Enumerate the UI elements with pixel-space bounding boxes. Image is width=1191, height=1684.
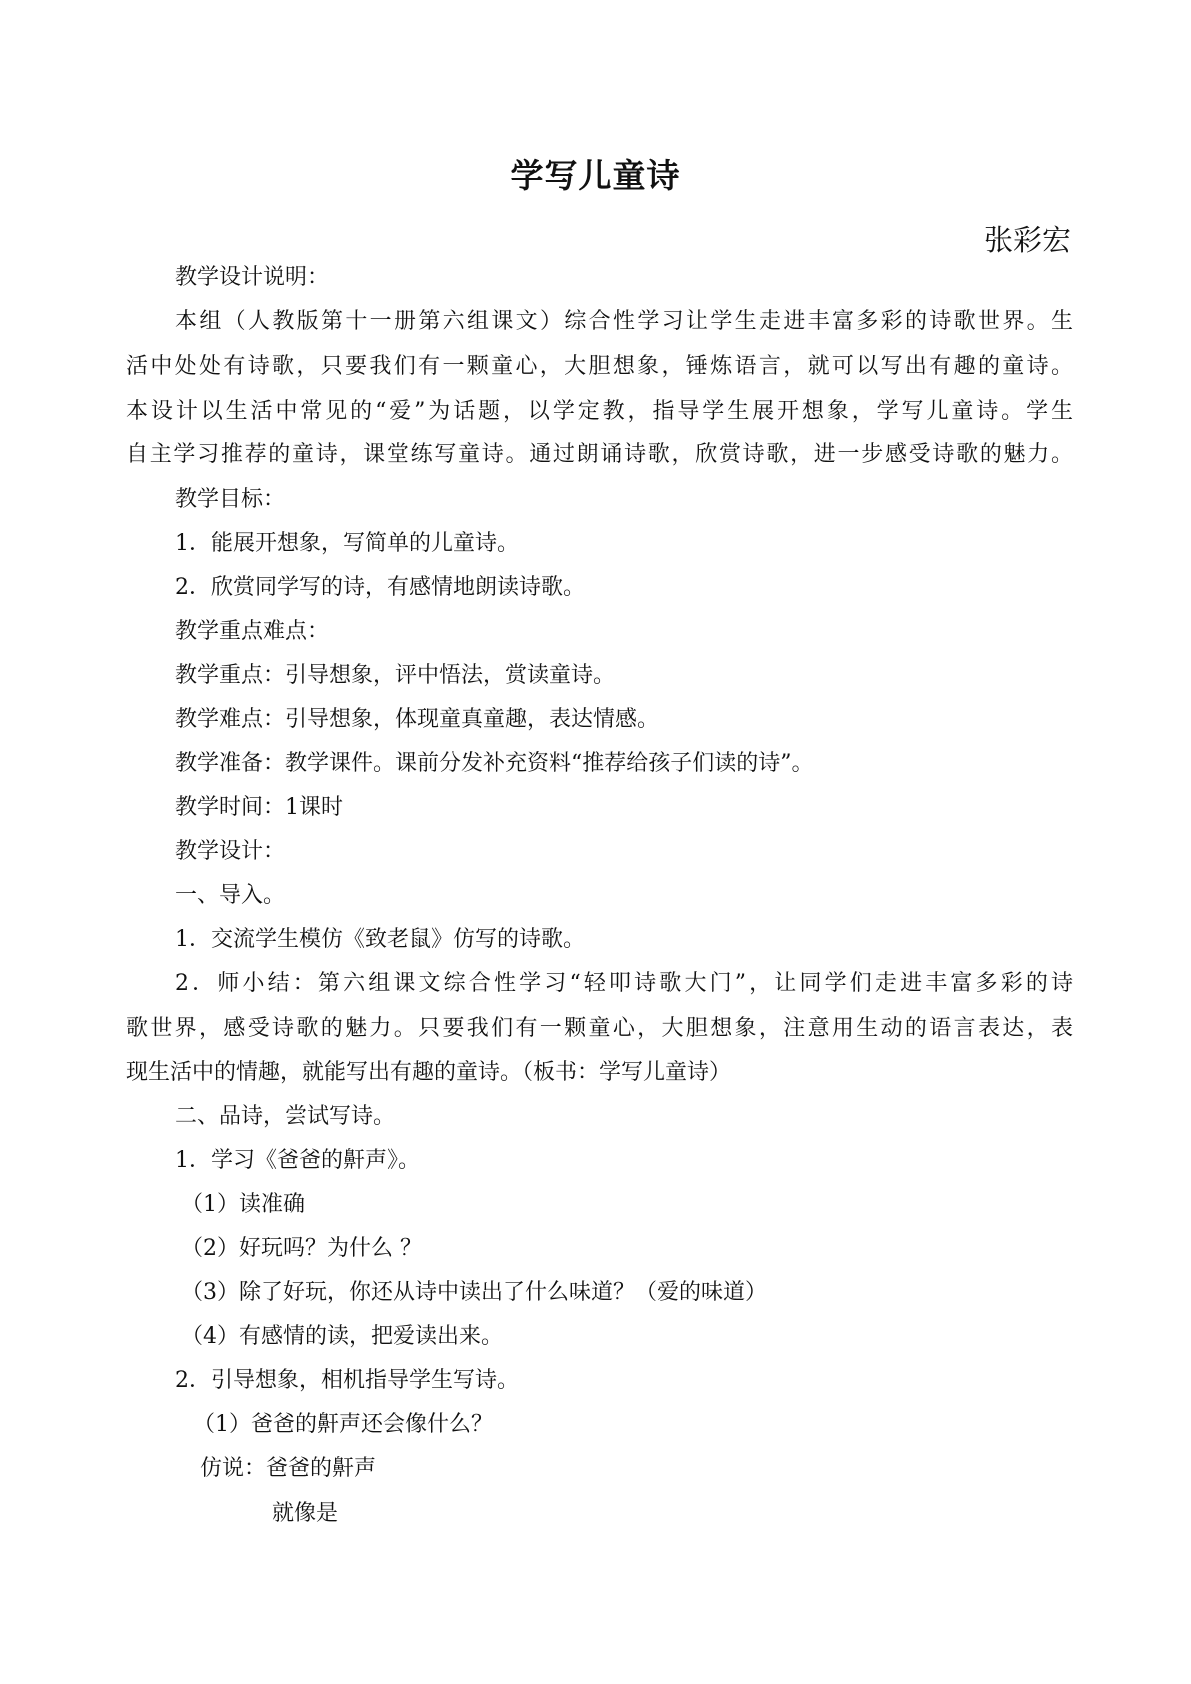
paragraph-line: 仿说：爸爸的鼾声	[200, 1456, 377, 1481]
paragraph-line: 教学设计说明：	[175, 265, 330, 290]
paragraph-line: 教学准备：教学课件。课前分发补充资料“推荐给孩子们读的诗”。	[175, 751, 814, 776]
paragraph-line: 本设计以生活中常见的“爱”为话题，以学定教，指导学生展开想象，学写儿童诗。学生	[126, 399, 1073, 424]
paragraph-line: 本组（人教版第十一册第六组课文）综合性学习让学生走进丰富多彩的诗歌世界。生	[175, 309, 1073, 334]
paragraph-line: 教学设计：	[175, 839, 286, 864]
paragraph-line: 教学重点难点：	[175, 619, 330, 644]
paragraph-line: 2．欣赏同学写的诗，有感情地朗读诗歌。	[175, 575, 585, 600]
paragraph-line: 教学重点：引导想象，评中悟法，赏读童诗。	[175, 663, 616, 688]
paragraph-line: 歌世界，感受诗歌的魅力。只要我们有一颗童心，大胆想象，注意用生动的语言表达，表	[126, 1016, 1073, 1041]
paragraph-line: 活中处处有诗歌，只要我们有一颗童心，大胆想象，锤炼语言，就可以写出有趣的童诗。	[126, 354, 1073, 379]
paragraph-line: 就像是	[272, 1501, 339, 1526]
paragraph-line: （4）有感情的读，把爱读出来。	[181, 1324, 503, 1349]
paragraph-line: （3）除了好玩，你还从诗中读出了什么味道？（爱的味道）	[181, 1280, 767, 1305]
paragraph-line: 1．能展开想象，写简单的儿童诗。	[175, 531, 519, 556]
paragraph-line: （2）好玩吗？为什么 ？	[181, 1236, 422, 1261]
paragraph-line: 自主学习推荐的童诗，课堂练写童诗。通过朗诵诗歌，欣赏诗歌，进一步感受诗歌的魅力。	[126, 442, 1073, 467]
paragraph-line: 教学难点：引导想象，体现童真童趣，表达情感。	[175, 707, 660, 732]
paragraph-line: 现生活中的情趣，就能写出有趣的童诗。（板书：学写儿童诗）	[126, 1060, 732, 1085]
paragraph-line: 1．交流学生模仿《致老鼠》仿写的诗歌。	[175, 927, 585, 952]
document-title: 学写儿童诗	[510, 156, 681, 195]
author-name: 张彩宏	[983, 223, 1071, 257]
paragraph-line: 一、导入。	[175, 883, 286, 908]
paragraph-line: 2．师小结：第六组课文综合性学习“轻叩诗歌大门”，让同学们走进丰富多彩的诗	[175, 971, 1073, 996]
paragraph-line: （1）爸爸的鼾声还会像什么？	[193, 1412, 493, 1437]
paragraph-line: 教学目标：	[175, 487, 286, 512]
paragraph-line: （1）读准确	[181, 1192, 305, 1217]
paragraph-line: 教学时间：1课时	[175, 795, 343, 820]
paragraph-line: 1．学习《爸爸的鼾声》。	[175, 1148, 420, 1173]
paragraph-line: 二、品诗，尝试写诗。	[175, 1104, 396, 1129]
paragraph-line: 2．引导想象，相机指导学生写诗。	[175, 1368, 519, 1393]
